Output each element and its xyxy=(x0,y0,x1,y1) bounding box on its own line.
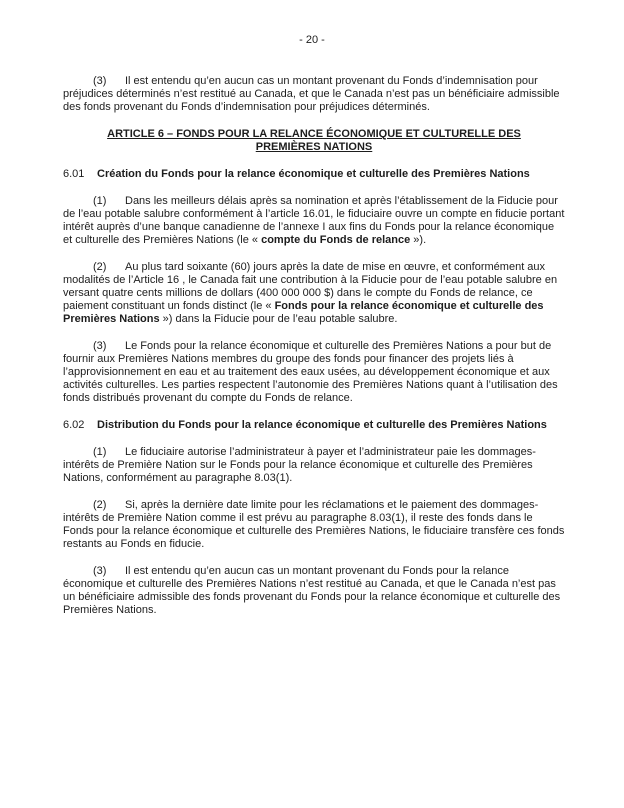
section-number: 6.02 xyxy=(63,419,85,431)
paragraph-text: »). xyxy=(410,234,427,246)
defined-term: Fonds pour la relance économique et culturelle des Premières Nations xyxy=(63,300,544,325)
paragraph-number: (2) xyxy=(93,261,107,273)
paragraph-text: Au plus tard soixante (60) jours après la date de mise en œuvre, et conformément aux modalités de l’Article 16 , le Canada fait une contribution à la Fiducie pour de l’eau potable salubre en versant quatre cents millions de dollars (400 000 000 $) dans le compte du Fonds de relance, ce paiement constituant un fonds distinct (le « xyxy=(63,261,558,312)
article-6-heading xyxy=(63,128,565,154)
paragraph-text: Le fiduciaire autorise l’administrateur à payer et l’administrateur paie les dommages-intérêts de Première Nation sur le Fonds pour la relance économique et culturelle des Premières Nations, conformément au paragraphe 8.03(1). xyxy=(63,446,536,484)
paragraph-number: (3) xyxy=(93,75,107,87)
article-6-heading-line2: PREMIÈRES NATIONS xyxy=(255,141,373,153)
section-title: Distribution du Fonds pour la relance économique et culturelle des Premières Nations xyxy=(97,419,547,431)
paragraph-prior-article-3 xyxy=(63,75,565,114)
page-number: - 20 - xyxy=(299,34,325,46)
article-6-heading-line1: ARTICLE 6 – FONDS POUR LA RELANCE ÉCONOMIQUE ET CULTURELLE DES xyxy=(107,128,521,140)
paragraph-text: Il est entendu qu’en aucun cas un montant provenant du Fonds d’indemnisation pour préjudices déterminés n’est restitué au Canada, et que le Canada n’est pas un bénéficiaire admissible des fonds provenant du Fonds d’indemnisation pour préjudices déterminés. xyxy=(63,75,560,113)
paragraph-6-01-2 xyxy=(63,261,565,326)
paragraph-6-01-3 xyxy=(63,340,565,405)
document-content xyxy=(63,75,565,617)
paragraph-text: Dans les meilleurs délais après sa nomination et après l’établissement de la Fiducie pour de l’eau potable salubre conformément à l’article 16.01, le fiduciaire ouvre un compte en fiducie portant intérêt auprès d’une banque canadienne de l’annexe I aux fins du Fonds pour la relance économique et culturelle des Premières Nations (le « xyxy=(63,195,565,246)
paragraph-6-01-1 xyxy=(63,195,565,247)
paragraph-number: (1) xyxy=(93,195,107,207)
paragraph-text: ») dans la Fiducie pour de l’eau potable salubre. xyxy=(159,313,398,325)
paragraph-6-02-2 xyxy=(63,499,565,551)
defined-term: compte du Fonds de relance xyxy=(261,234,411,246)
paragraph-6-02-3 xyxy=(63,565,565,617)
section-6-02-heading xyxy=(63,419,565,432)
paragraph-number: (2) xyxy=(93,499,107,511)
paragraph-text: Il est entendu qu’en aucun cas un montant provenant du Fonds pour la relance économique et culturelle des Premières Nations n’est restitué au Canada, et que le Canada n’est pas un bénéficiaire admissible des fonds provenant du Fonds pour la relance économique et culturelle des Premières Nations. xyxy=(63,565,561,616)
section-title: Création du Fonds pour la relance économique et culturelle des Premières Nations xyxy=(97,168,530,180)
paragraph-number: (1) xyxy=(93,446,107,458)
paragraph-6-02-1 xyxy=(63,446,565,485)
paragraph-text: Le Fonds pour la relance économique et culturelle des Premières Nations a pour but de fournir aux Premières Nations membres du groupe des fonds pour financer des projets liés à l’approvisionnement en eau et au traitement des eaux usées, au développement économique et aux activités culturelles. Les parties respectent l’autonomie des Premières Nations quant à l’utilisation des fonds distribués provenant du compte du Fonds de relance. xyxy=(63,340,558,404)
section-number: 6.01 xyxy=(63,168,85,180)
section-6-01-heading xyxy=(63,168,565,181)
paragraph-text: Si, après la dernière date limite pour les réclamations et le paiement des dommages-intérêts de Première Nation comme il est prévu au paragraphe 8.03(1), il reste des fonds dans le Fonds pour la relance économique et culturelle des Premières Nations, le fiduciaire transfère ces fonds restants au Fonds en fiducie. xyxy=(63,499,565,550)
paragraph-number: (3) xyxy=(93,340,107,352)
paragraph-number: (3) xyxy=(93,565,107,577)
